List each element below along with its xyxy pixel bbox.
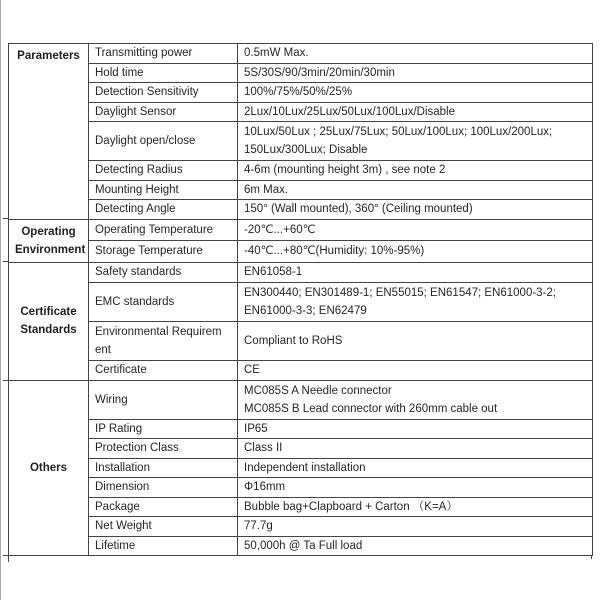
group-divider-tick (3, 261, 8, 262)
value-text: -20℃...+60℃ (244, 223, 316, 236)
value-cell (238, 419, 593, 439)
value-cell (238, 122, 593, 161)
property-cell (89, 262, 238, 282)
value-text: 10Lux/50Lux ; 25Lux/75Lux; 50Lux/100Lux; 100Lux/200Lux; (244, 126, 553, 138)
property-label: IP Rating (95, 422, 143, 435)
property-cell (89, 219, 238, 241)
property-label: Storage Temperature (95, 245, 203, 258)
value-text: IP65 (244, 422, 268, 435)
category-label: Operating Environment (15, 225, 86, 256)
value-text: Φ16mm (244, 481, 286, 494)
value-text: 5S/30S/90/3min/20min/30min (244, 66, 395, 79)
property-cell (89, 83, 238, 103)
value-text: Bubble bag+Clapboard + Carton （K=A） (244, 500, 458, 513)
table-row (9, 122, 593, 161)
specification-table (8, 43, 593, 556)
table-row (9, 497, 593, 517)
table-row (9, 439, 593, 459)
value-cell (238, 497, 593, 517)
value-text: 77.7g (244, 520, 273, 533)
value-text: 6m Max. (244, 183, 289, 196)
value-text: 4-6m (mounting height 3m) , see note 2 (244, 164, 446, 177)
value-cell (238, 517, 593, 537)
table-row (9, 219, 593, 241)
value-cell (238, 478, 593, 498)
property-cell (89, 200, 238, 220)
value-text: CE (244, 364, 260, 376)
table-row (9, 360, 593, 380)
property-cell (89, 44, 238, 64)
property-label: Hold time (95, 66, 144, 79)
value-text: 0.5mW Max. (244, 47, 309, 60)
value-cell (238, 458, 593, 478)
category-label: Others (29, 461, 68, 474)
table-row (9, 44, 593, 64)
value-text: Class II (244, 442, 283, 455)
property-label: Installation (95, 461, 150, 474)
property-cell (89, 536, 238, 556)
value-text: EN61058-1 (244, 266, 303, 278)
property-label: Certificate (95, 364, 147, 376)
group-divider-tick (3, 218, 8, 219)
property-cell (89, 439, 238, 459)
table-row (9, 282, 593, 321)
table-row (9, 63, 593, 83)
table-row (9, 478, 593, 498)
table-row (9, 200, 593, 220)
property-cell (89, 478, 238, 498)
value-cell (238, 180, 593, 200)
value-text: 100%/75%/50%/25% (244, 86, 353, 99)
property-cell (89, 161, 238, 181)
value-cell (238, 219, 593, 241)
property-label: Daylight open/close (95, 135, 196, 147)
property-label: Net Weight (95, 520, 152, 533)
property-label: Safety standards (95, 266, 182, 278)
value-text: 150Lux/300Lux; Disable (244, 144, 368, 156)
page-left-edge (0, 0, 1, 600)
category-cell-others (9, 380, 89, 556)
property-label: Transmitting power (95, 47, 193, 60)
property-label: Operating Temperature (95, 223, 214, 236)
value-text: Independent installation (244, 461, 366, 474)
property-cell (89, 458, 238, 478)
table-row (9, 102, 593, 122)
value-cell (238, 102, 593, 122)
value-cell (238, 44, 593, 64)
value-text: MC085S A Needle connector (244, 384, 392, 397)
table-border-stub-left (8, 555, 9, 562)
property-cell (89, 360, 238, 380)
property-cell (89, 122, 238, 161)
property-cell (89, 282, 238, 321)
table-row (9, 380, 593, 419)
value-text: EN300440; EN301489-1; EN55015; EN61547; EN61000-3-2; (244, 286, 556, 299)
value-cell (238, 161, 593, 181)
property-label: Detecting Radius (95, 164, 183, 177)
property-label: Mounting Height (95, 183, 179, 196)
value-text: 150° (Wall mounted), 360° (Ceiling mounted) (244, 203, 473, 216)
property-label: EMC standards (95, 295, 175, 308)
category-cell-operating-environment (9, 219, 89, 262)
property-cell (89, 497, 238, 517)
table-row (9, 458, 593, 478)
property-label: Protection Class (95, 442, 179, 455)
value-cell (238, 63, 593, 83)
value-cell (238, 200, 593, 220)
value-cell (238, 439, 593, 459)
property-label: Detection Sensitivity (95, 86, 199, 99)
value-text: EN61000-3-3; EN62479 (244, 304, 367, 317)
value-cell (238, 282, 593, 321)
category-label: Certificate Standards (20, 306, 77, 336)
property-label: Package (95, 500, 140, 513)
property-cell (89, 241, 238, 263)
value-text: 2Lux/10Lux/25Lux/50Lux/100Lux/Disable (244, 105, 455, 118)
property-label: Wiring (95, 393, 128, 406)
table-row (9, 241, 593, 263)
property-cell (89, 180, 238, 200)
value-cell (238, 360, 593, 380)
table-row (9, 321, 593, 360)
property-cell (89, 102, 238, 122)
property-cell (89, 419, 238, 439)
property-cell (89, 63, 238, 83)
value-text: 50,000h @ Ta Full load (244, 539, 363, 552)
property-cell (89, 380, 238, 419)
property-cell (89, 321, 238, 360)
property-label: Dimension (95, 481, 150, 494)
value-text: -40℃...+80℃(Humidity: 10%-95%) (244, 245, 425, 258)
property-label: Daylight Sensor (95, 105, 177, 118)
table-row (9, 83, 593, 103)
value-text: Compliant to RoHS (244, 334, 343, 347)
table-row (9, 536, 593, 556)
value-cell (238, 321, 593, 360)
category-label: Parameters (17, 50, 80, 62)
table-row (9, 262, 593, 282)
group-divider-tick (3, 380, 8, 381)
value-cell (238, 83, 593, 103)
property-label: Environmental Requirement (95, 325, 222, 356)
value-cell (238, 262, 593, 282)
property-cell (89, 517, 238, 537)
table-row (9, 180, 593, 200)
value-cell (238, 241, 593, 263)
property-label: Detecting Angle (95, 203, 176, 216)
category-cell-parameters (9, 44, 89, 220)
table-border-stub-right (591, 555, 592, 559)
property-label: Lifetime (95, 539, 136, 552)
table-row (9, 419, 593, 439)
table-row (9, 161, 593, 181)
value-text: MC085S B Lead connector with 260mm cable out (244, 402, 498, 415)
category-cell-certificate-standards (9, 262, 89, 380)
value-cell (238, 536, 593, 556)
value-cell (238, 380, 593, 419)
table-row (9, 517, 593, 537)
